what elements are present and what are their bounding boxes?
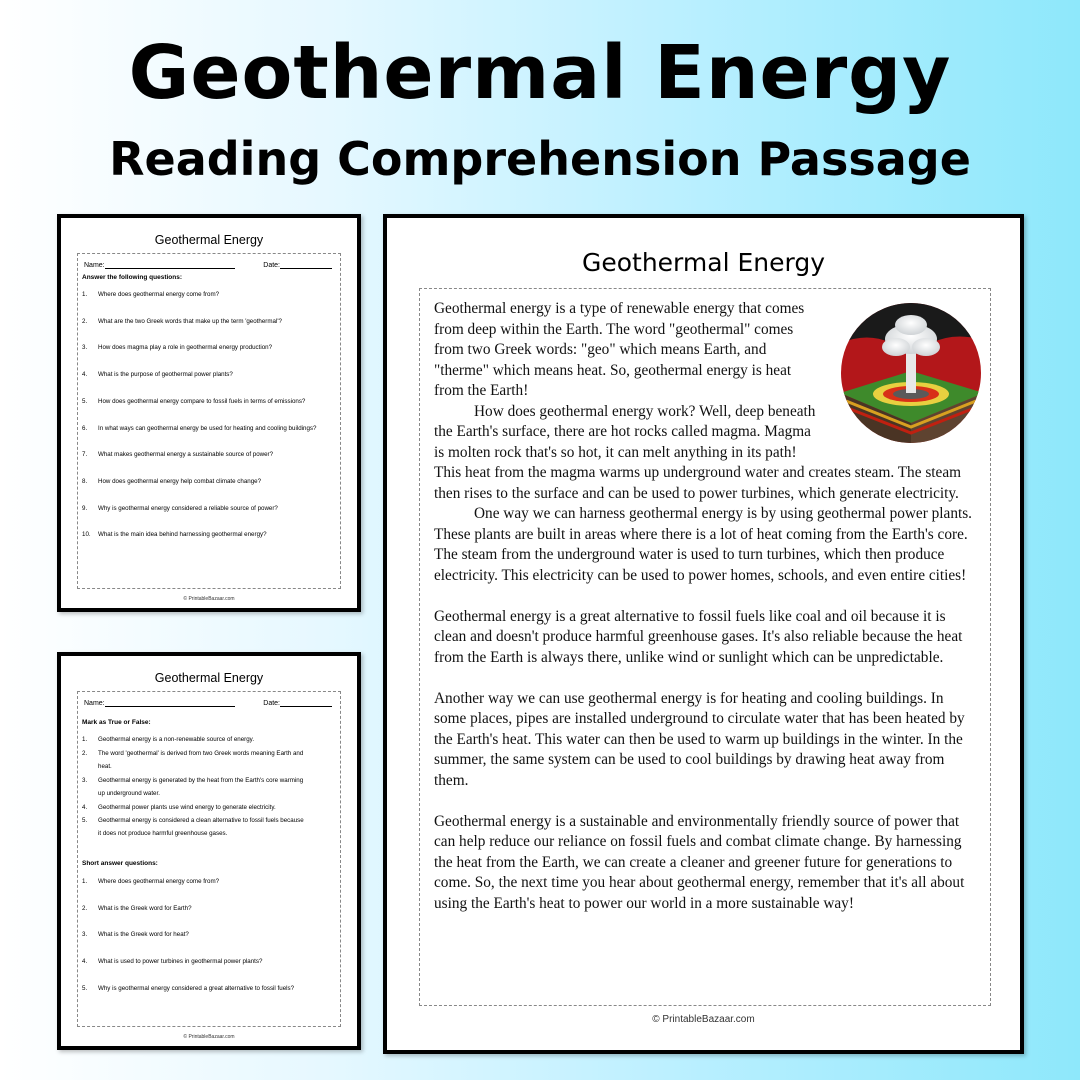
true-false-text: Geothermal energy is generated by the heat from the Earth's core warming — [98, 776, 304, 784]
short-answer-text: Why is geothermal energy considered a great alternative to fossil fuels? — [98, 984, 295, 992]
question-text: Where does geothermal energy come from? — [98, 291, 220, 298]
short-answer-text: What is the Greek word for heat? — [98, 931, 189, 939]
page-title: Geothermal Energy — [128, 30, 952, 116]
page-subtitle: Reading Comprehension Passage — [109, 132, 971, 186]
name-label: Name: — [84, 700, 105, 707]
name-date-row — [84, 698, 332, 708]
short-answer-text: Where does geothermal energy come from? — [98, 878, 220, 885]
passage-box — [419, 288, 991, 1006]
question-text: In what ways can geothermal energy be used for heating and cooling buildings? — [98, 424, 317, 432]
worksheet-questions-preview — [57, 214, 361, 612]
name-label: Name: — [84, 262, 105, 269]
worksheet-footer: © PrintableBazaar.com — [183, 596, 235, 602]
short-answer-text: What is the Greek word for Earth? — [98, 904, 192, 912]
true-false-text: The word 'geothermal' is derived from two Greek words meaning Earth and — [98, 749, 304, 757]
instruction-text: Answer the following questions: — [82, 274, 183, 281]
name-line — [105, 698, 235, 707]
true-false-text: Geothermal power plants use wind energy to generate electricity. — [98, 803, 276, 811]
question-text: What are the two Greek words that make up the term 'geothermal'? — [98, 317, 282, 325]
date-label: Date: — [263, 262, 280, 269]
passage-paragraph: Geothermal energy is a type of renewable energy that comes from deep within the Earth. The word "geothermal" comes from two Greek words: "geo" which means Earth, and "therme" which means heat. So, geothermal energy is heat from the Earth! — [434, 300, 805, 399]
question-text: What is the purpose of geothermal power plants? — [98, 371, 233, 379]
question-text: How does geothermal energy compare to fossil fuels in terms of emissions? — [98, 397, 306, 405]
question-text: What makes geothermal energy a sustainable source of power? — [98, 451, 274, 459]
true-false-text: Geothermal energy is considered a clean alternative to fossil fuels because — [98, 817, 304, 824]
true-false-text: heat. — [98, 762, 112, 770]
true-false-text: it does not produce harmful greenhouse gases. — [98, 830, 228, 837]
worksheet-title: Geothermal Energy — [154, 233, 264, 247]
passage-sheet — [383, 214, 1024, 1054]
passage-paragraph: Geothermal energy is a great alternative to fossil fuels like coal and oil because it is clean and doesn't produce harmful greenhouse gases. It's also reliable because the heat from the Earth is always there, unlike wind or sunlight which can be unpredictable. — [434, 607, 963, 666]
date-line — [280, 698, 332, 707]
short-answer-text: What is used to power turbines in geothermal power plants? — [98, 958, 263, 966]
short-answer-instruction: Short answer questions: — [82, 860, 158, 867]
worksheet-content-box: Name: Date: Mark as True or False: 1. Geothermal energy is a non-renewable source of energy. 2. The word 'geothermal' is derived from two Greek words meaning Earth and heat. 3. Geothermal energy is generated by the heat from the Earth's core warming up underground water. 4. Geothermal power plants use wind energy to generate electricity. 5. Geothermal energy is considered a clean alternative to fossil fuels because it does not produce harmful greenhouse gases. Short answer questions: 1. Where does geothermal energy come from? 2. What is the Greek word for Earth? 3. What is the Greek word for heat? 4. What is used to power turbines in geothermal power plants? 5. Why is geothermal energy considered a great alternative to fossil fuels? — [77, 691, 341, 1027]
passage-paragraph: Another way we can use geothermal energy is for heating and cooling buildings. In some places, pipes are installed underground to circulate water that has been heated by the Earth's heat. This water can then be used to warm up buildings in the winter. In the summer, the same system can be used to cool buildings by drawing heat away from them. — [434, 689, 965, 789]
worksheet-title: Geothermal Energy — [154, 671, 264, 685]
date-label: Date: — [263, 700, 280, 707]
worksheet-truefalse-preview — [57, 652, 361, 1050]
passage-text — [434, 299, 976, 914]
question-text: How does geothermal energy help combat climate change? — [98, 477, 262, 485]
true-false-text: Geothermal energy is a non-renewable source of energy. — [98, 736, 255, 743]
question-text: What is the main idea behind harnessing geothermal energy? — [98, 531, 267, 539]
worksheet-footer: © PrintableBazaar.com — [183, 1034, 235, 1040]
passage-paragraph: Geothermal energy is a sustainable and environmentally friendly source of power that can help reduce our reliance on fossil fuels and combat climate change. By harnessing the heat from the Earth, we can create a cleaner and greener future for generations to come. So, the next time you hear about geothermal energy, remember that it's all about using the Earth's heat to power our world in a more sustainable way! — [434, 812, 965, 912]
name-date-row — [84, 260, 332, 270]
worksheet-content-box: Name: Date: Answer the following questions: 1. Where does geothermal energy come from? 2. What are the two Greek words that make up the term 'geothermal'? 3. How does magma play a role in geothermal energy production? 4. What is the purpose of geothermal power plants? 5. How does geothermal energy compare to fossil fuels in terms of emissions? 6. In what ways can geothermal energy be used for heating and cooling buildings? 7. What makes geothermal energy a sustainable source of power? 8. How does geothermal energy help combat climate change? 9. Why is geothermal energy considered a reliable source of power? 10. What is the main idea behind harnessing geothermal energy? — [77, 253, 341, 589]
passage-paragraph: How does geothermal energy work? Well, deep beneath the Earth's surface, there are hot rocks called magma. Magma is molten rock that's so hot, it can melt anything in its path! This heat from the magma warms up underground water and creates steam. The steam then rises to the surface and can be used to power turbines, which generate electricity. — [434, 402, 962, 502]
date-line — [280, 260, 332, 269]
tf-instruction: Mark as True or False: — [82, 719, 151, 726]
passage-title: Geothermal Energy — [581, 248, 825, 277]
true-false-text: up underground water. — [98, 789, 160, 797]
passage-footer: © PrintableBazaar.com — [652, 1014, 755, 1025]
question-text: Why is geothermal energy considered a reliable source of power? — [98, 504, 278, 512]
name-line — [105, 260, 235, 269]
geothermal-illustration — [836, 301, 986, 451]
passage-paragraph: One way we can harness geothermal energy is by using geothermal power plants. These plants are built in areas where there is a lot of heat coming from the Earth's core. The steam from the underground water is used to turn turbines, which then produce electricity. This electricity can be used to power homes, schools, and even entire cities! — [434, 505, 972, 584]
question-text: How does magma play a role in geothermal energy production? — [98, 344, 273, 352]
